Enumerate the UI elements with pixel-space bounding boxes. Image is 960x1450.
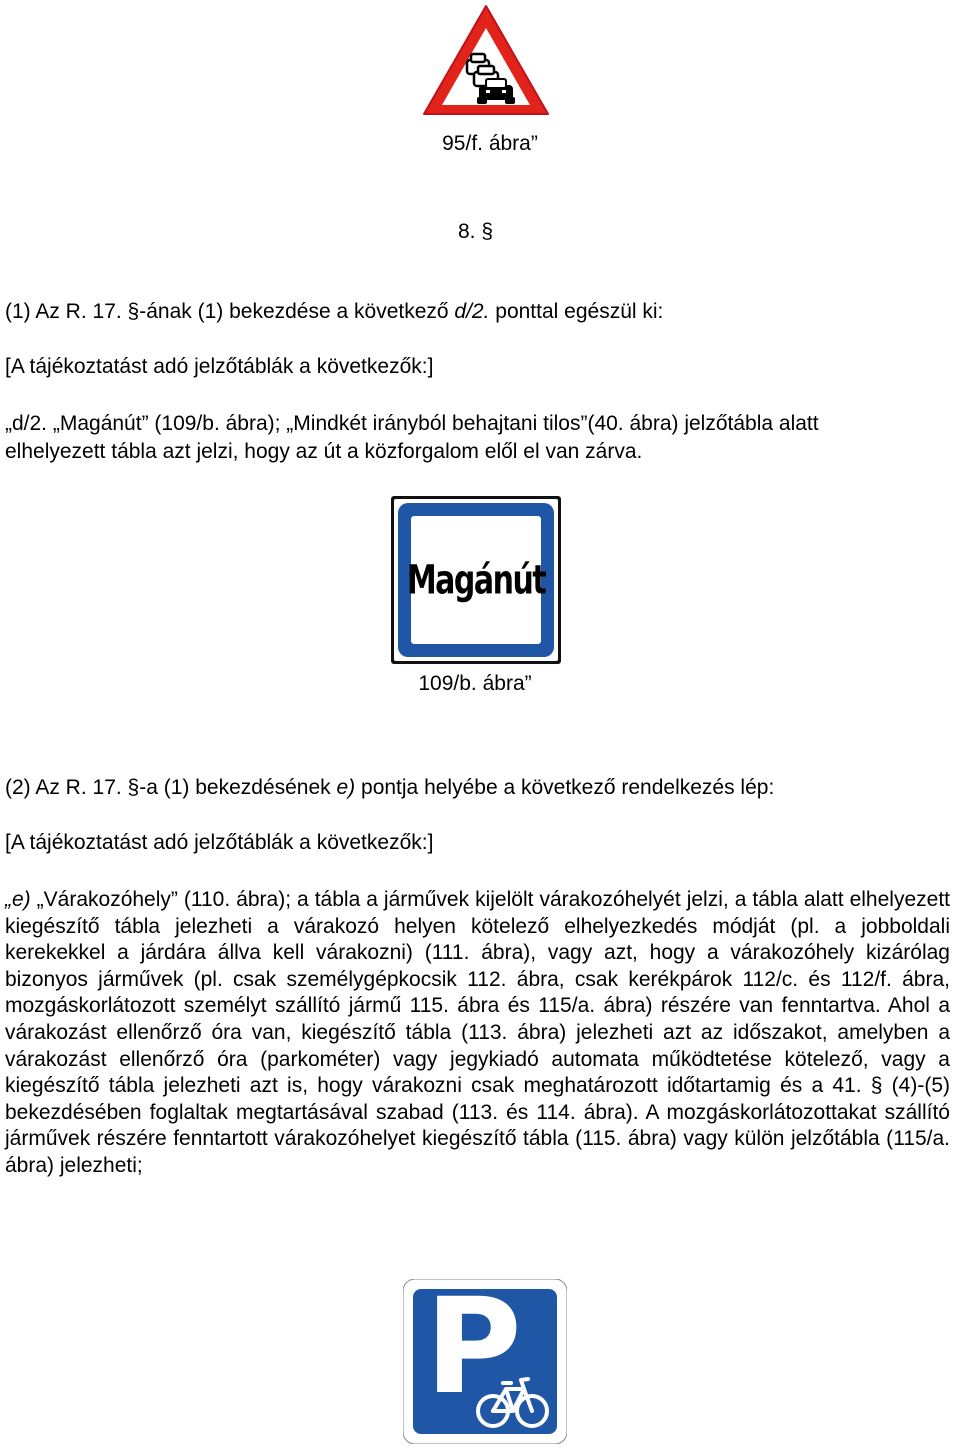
sign-text: Magánút: [406, 556, 546, 605]
paragraph-line: „d/2. „Magánút” (109/b. ábra); „Mindkét irányból behajtani tilos”(40. ábra) jelzőtábla alatt: [5, 412, 819, 435]
parking-letter: P: [425, 1270, 522, 1424]
traffic-jam-warning-sign-icon: [420, 2, 552, 120]
intro-text-start: (1) Az R. 17. §-ának (1) bekezdése a következő: [5, 300, 455, 323]
paragraph-line: elhelyezett tábla azt jelzi, hogy az út a közforgalom elől el van zárva.: [5, 440, 643, 463]
paragraph-intro: [5, 298, 663, 326]
paragraph-body: [5, 887, 950, 1180]
bracket-heading: [A tájékoztatást adó jelzőtáblák a következők:]: [5, 831, 434, 854]
intro-text-end: ponttal egészül ki:: [489, 300, 664, 323]
intro-text-end: pontja helyébe a következő rendelkezés lép:: [355, 776, 775, 799]
intro-text-start: (2) Az R. 17. §-a (1) bekezdésének: [5, 776, 337, 799]
body-text: „Várakozóhely” (110. ábra); a tábla a járművek kijelölt várakozóhelyét jelzi, a tábla alatt elhelyezett kiegészítő tábla jelezheti a várakozó helyen kötelező elhelyezkedés módját (pl. a jobboldali kerekekkel a járdára állva kell várakozni) (111. ábra), vagy azt, hogy a várakozóhely kizárólag bizonyos járművek (pl. csak személygépkocsik 112. ábra, csak kerékpárok 112/c. és 112/f. ábra, mozgáskorlátozott személyt szállító jármű 115. ábra és 115/a. ábra) részére van fenntartva. Ahol a várakozást ellenőrző óra van, kiegészítő tábla (113. ábra) jelezheti azt az időszakot, amelyben a várakozást ellenőrző óra (parkométer) vagy jegykiadó automata működtetése kötelező, vagy a kiegészítő tábla jelezheti azt is, hogy várakozni csak meghatározott időtartamig és a 41. § (4)-(5) bekezdésében foglaltak megtartásával szabad (113. és 114. ábra). A mozgáskorlátozottakat szállító járművek részére fenntartott várakozóhelyet kiegészítő tábla (115. ábra) vagy külön jelzőtábla (115/a. ábra) jelezheti;: [5, 888, 950, 1177]
traffic-jam-warning-sign: [420, 2, 552, 120]
point-reference: e): [336, 776, 356, 799]
point-label: „e): [5, 888, 31, 911]
section-title: 8. §: [458, 220, 494, 243]
figure-caption: 95/f. ábra”: [442, 132, 538, 155]
point-reference: d/2.: [454, 300, 490, 323]
paragraph-intro: [5, 774, 774, 802]
bracket-heading: [A tájékoztatást adó jelzőtáblák a következők:]: [5, 355, 434, 378]
figure-caption: 109/b. ábra”: [418, 672, 532, 695]
bicycle-parking-sign: [403, 1270, 567, 1444]
private-road-sign: [390, 495, 562, 665]
